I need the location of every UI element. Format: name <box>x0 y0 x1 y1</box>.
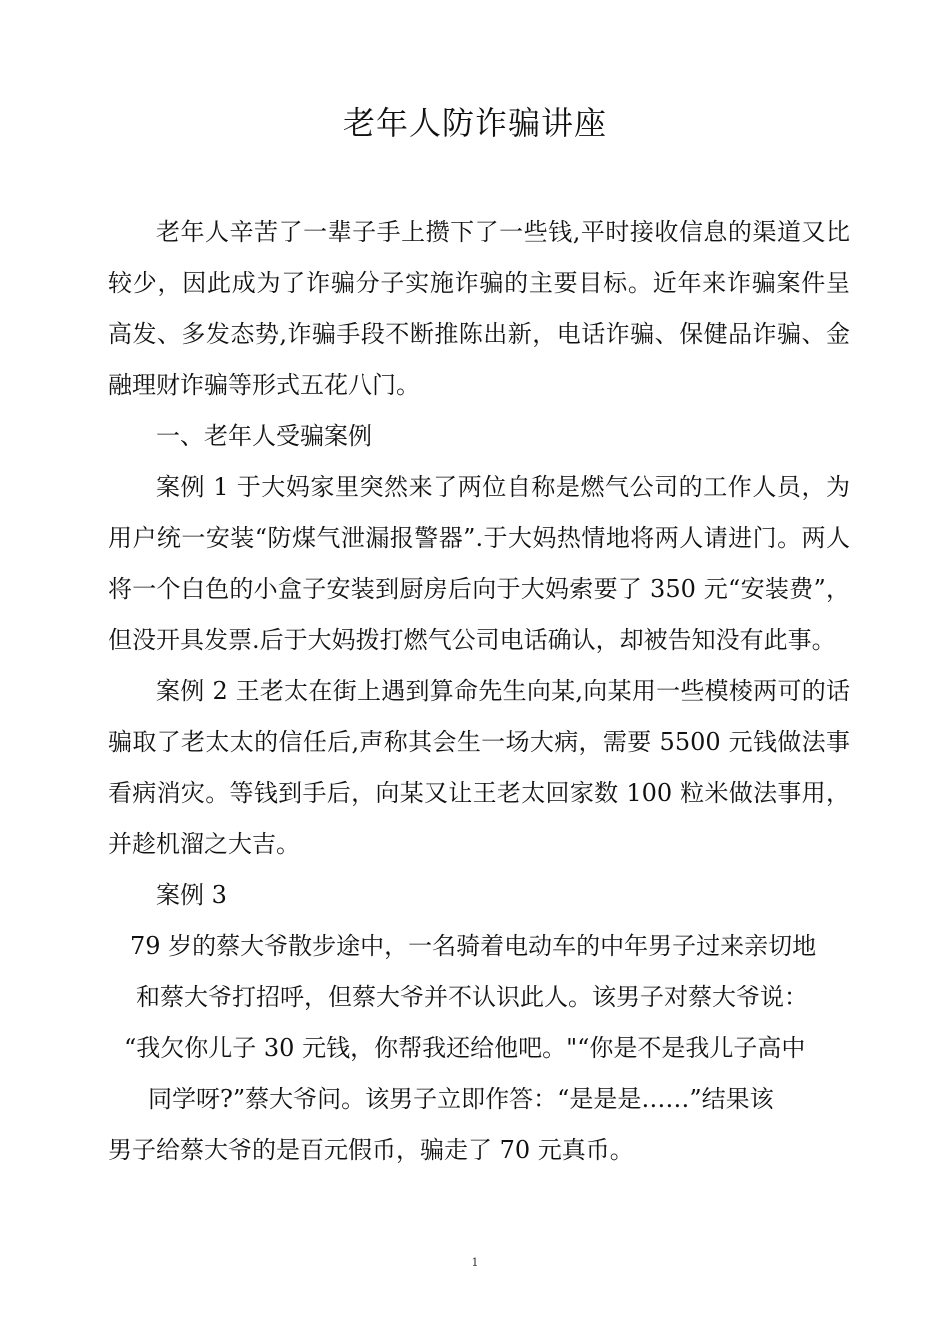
case3-line: 男子给蔡大爷的是百元假币，骗走了 70 元真币。 <box>108 1136 634 1164</box>
case3-label: 案例 3 <box>156 881 227 909</box>
case3-line: 和蔡大爷打招呼，但蔡大爷并不认识此人。该男子对蔡大爷说： <box>136 983 808 1011</box>
page-number: 1 <box>471 1256 479 1269</box>
document-body <box>108 207 850 1176</box>
case3-line: 同学呀?”蔡大爷问。该男子立即作答：“是是是……”结果该 <box>148 1085 774 1113</box>
intro-paragraph: 老年人辛苦了一辈子手上攒下了一些钱,平时接收信息的渠道又比较少，因此成为了诈骗分子实施诈骗的主要目标。近年来诈骗案件呈高发、多发态势,诈骗手段不断推陈出新，电话诈骗、保健品诈骗、金融理财诈骗等形式五花八门。 <box>108 218 850 399</box>
section-heading: 一、老年人受骗案例 <box>156 422 372 450</box>
case3-line: “我欠你儿子 30 元钱，你帮我还给他吧。"“你是不是我儿子高中 <box>124 1034 806 1062</box>
case3-line: 79 岁的蔡大爷散步途中，一名骑着电动车的中年男子过来亲切地 <box>130 932 817 960</box>
case3-paragraph <box>108 921 850 1176</box>
case1-paragraph: 案例 1 于大妈家里突然来了两位自称是燃气公司的工作人员，为用户统一安装“防煤气泄漏报警器”.于大妈热情地将两人请进门。两人将一个白色的小盒子安装到厨房后向于大妈索要了 350 元“安装费”，但没开具发票.后于大妈拨打燃气公司电话确认，却被告知没有此事。 <box>108 473 850 654</box>
document-title: 老年人防诈骗讲座 <box>342 104 607 142</box>
case2-paragraph: 案例 2 王老太在街上遇到算命先生向某,向某用一些模棱两可的话骗取了老太太的信任后,声称其会生一场大病，需要 5500 元钱做法事看病消灾。等钱到手后，向某又让王老太回家数 100 粒米做法事用，并趁机溜之大吉。 <box>108 677 850 858</box>
